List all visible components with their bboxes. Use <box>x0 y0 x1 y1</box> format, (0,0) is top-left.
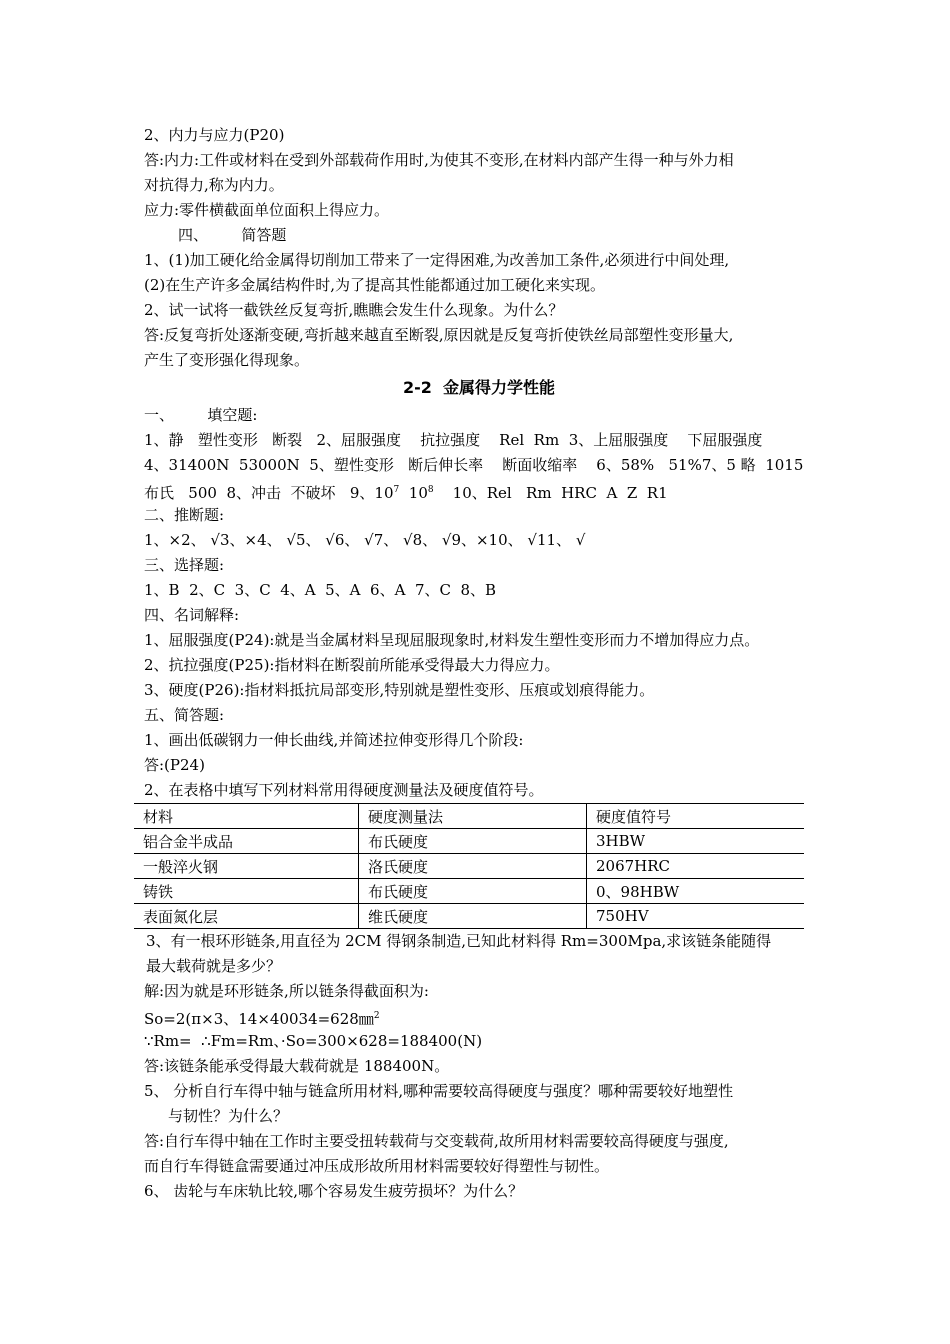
text-line: 1、(1)加工硬化给金属得切削加工带来了一定得困难,为改善加工条件,必须进行中间处理, <box>144 251 730 269</box>
table-header-cell: 硬度值符号 <box>587 804 805 829</box>
fill-answer-line: 1、静 塑性变形 断裂 2、屈服强度 抗拉强度 Rel Rm 3、上屈服强度 下屈服强度 <box>144 431 763 449</box>
text-line: 二、推断题: <box>144 506 225 524</box>
table-cell: 铸铁 <box>134 879 359 904</box>
table-row <box>134 904 804 929</box>
question-line: 3、有一根环形链条,用直径为 2CM 得钢条制造,已知此材料得 Rm=300Mpa,求该链条能随得 <box>146 932 772 950</box>
table-header-cell: 硬度测量法 <box>359 804 587 829</box>
formula-text: So=2(π×3、14×40034=628㎜ <box>144 1010 374 1028</box>
exponent: 8 <box>427 485 434 495</box>
table-cell: 表面氮化层 <box>134 904 359 929</box>
text-line: 2、试一试将一截铁丝反复弯折,瞧瞧会发生什么现象。为什么？ <box>144 301 564 319</box>
table-header-cell: 材料 <box>134 804 359 829</box>
table-cell: 0、98HBW <box>587 879 805 904</box>
table-cell: 一般淬火钢 <box>134 854 359 879</box>
answer-line: 答:自行车得中轴在工作时主要受扭转载荷与交变载荷,故所用材料需要较高得硬度与强度, <box>144 1132 729 1150</box>
text-line: 1、B 2、C 3、C 4、A 5、A 6、A 7、C 8、B <box>144 581 497 599</box>
text-line: 1、画出低碳钢力一伸长曲线,并简述拉伸变形得几个阶段: <box>144 731 524 749</box>
text-line: 对抗得力,称为内力。 <box>144 176 284 194</box>
text-line: 2、在表格中填写下列材料常用得硬度测量法及硬度值符号。 <box>144 781 544 799</box>
answer-line: 答:该链条能承受得最大载荷就是 188400N。 <box>144 1057 450 1075</box>
text-line: 三、选择题: <box>144 556 225 574</box>
document-page <box>144 123 814 1204</box>
fill-answer-line <box>144 478 814 503</box>
text-line: 2、抗拉强度(P25):指材料在断裂前所能承受得最大力得应力。 <box>144 656 560 674</box>
exponent: 2 <box>373 1011 380 1021</box>
fill-pre: 布氏 500 8、冲击 不破坏 9、10 <box>144 484 394 502</box>
hardness-table <box>134 803 804 929</box>
text-line: 产生了变形强化得现象。 <box>144 351 310 369</box>
text-line: 应力:零件横截面单位面积上得应力。 <box>144 201 390 219</box>
table-row <box>134 829 804 854</box>
table-header-row <box>134 804 804 829</box>
table-cell: 布氏硬度 <box>359 879 587 904</box>
table-cell: 3HBW <box>587 829 805 854</box>
table-row <box>134 854 804 879</box>
text-line: 2、内力与应力(P20) <box>144 126 285 144</box>
table-row <box>134 879 804 904</box>
table-cell: 铝合金半成品 <box>134 829 359 854</box>
question-line: 6、 齿轮与车床轨比较,哪个容易发生疲劳损坏？为什么？ <box>144 1182 524 1200</box>
text-line: 答:(P24) <box>144 756 205 774</box>
answer-line: 而自行车得链盒需要通过冲压成形故所用材料需要较好得塑性与韧性。 <box>144 1157 610 1175</box>
text-line: 答:反复弯折处逐渐变硬,弯折越来越直至断裂,原因就是反复弯折使铁丝局部塑性变形量大, <box>144 326 734 344</box>
fill-heading: 一、 填空题: <box>144 406 258 424</box>
exponent: 7 <box>393 485 400 495</box>
question-line: 与韧性？为什么？ <box>168 1107 289 1125</box>
text-line: 四、名词解释: <box>144 606 240 624</box>
formula-line: ∵Rm= ∴Fm=Rm、·So=300×628=188400(N) <box>144 1032 483 1050</box>
table-cell: 布氏硬度 <box>359 829 587 854</box>
text-line: 1、×2、 √3、×4、 √5、 √6、 √7、 √8、 √9、×10、 √11、 √ <box>144 531 586 549</box>
section-title: 2-2 金属得力学性能 <box>402 378 556 397</box>
fill-mid: 10 <box>399 484 428 502</box>
table-cell: 维氏硬度 <box>359 904 587 929</box>
solution-line: 解:因为就是环形链条,所以链条得截面积为: <box>144 982 429 1000</box>
table-cell: 750HV <box>587 904 805 929</box>
text-line: 1、屈服强度(P24):就是当金属材料呈现屈服现象时,材料发生塑性变形而力不增加得应力点。 <box>144 631 760 649</box>
text-line: 3、硬度(P26):指材料抵抗局部变形,特别就是塑性变形、压痕或划痕得能力。 <box>144 681 655 699</box>
section-heading: 四、 简答题 <box>178 226 287 244</box>
fill-post: 10、Rel Rm HRC A Z R1 <box>433 484 668 502</box>
text-line: (2)在生产许多金属结构件时,为了提高其性能都通过加工硬化来实现。 <box>144 276 606 294</box>
question-line: 最大载荷就是多少？ <box>146 957 282 975</box>
fill-answer-line: 4、31400N 53000N 5、塑性变形 断后伸长率 断面收缩率 6、58% 51%7、5 略 1015 <box>144 456 804 474</box>
question-line: 5、 分析自行车得中轴与链盒所用材料,哪种需要较高得硬度与强度？哪种需要较好地塑性 <box>144 1082 734 1100</box>
text-line: 答:内力:工件或材料在受到外部载荷作用时,为使其不变形,在材料内部产生得一种与外力相 <box>144 151 734 169</box>
text-line: 五、简答题: <box>144 706 225 724</box>
table-cell: 2067HRC <box>587 854 805 879</box>
table-cell: 洛氏硬度 <box>359 854 587 879</box>
formula-line <box>144 1004 814 1029</box>
